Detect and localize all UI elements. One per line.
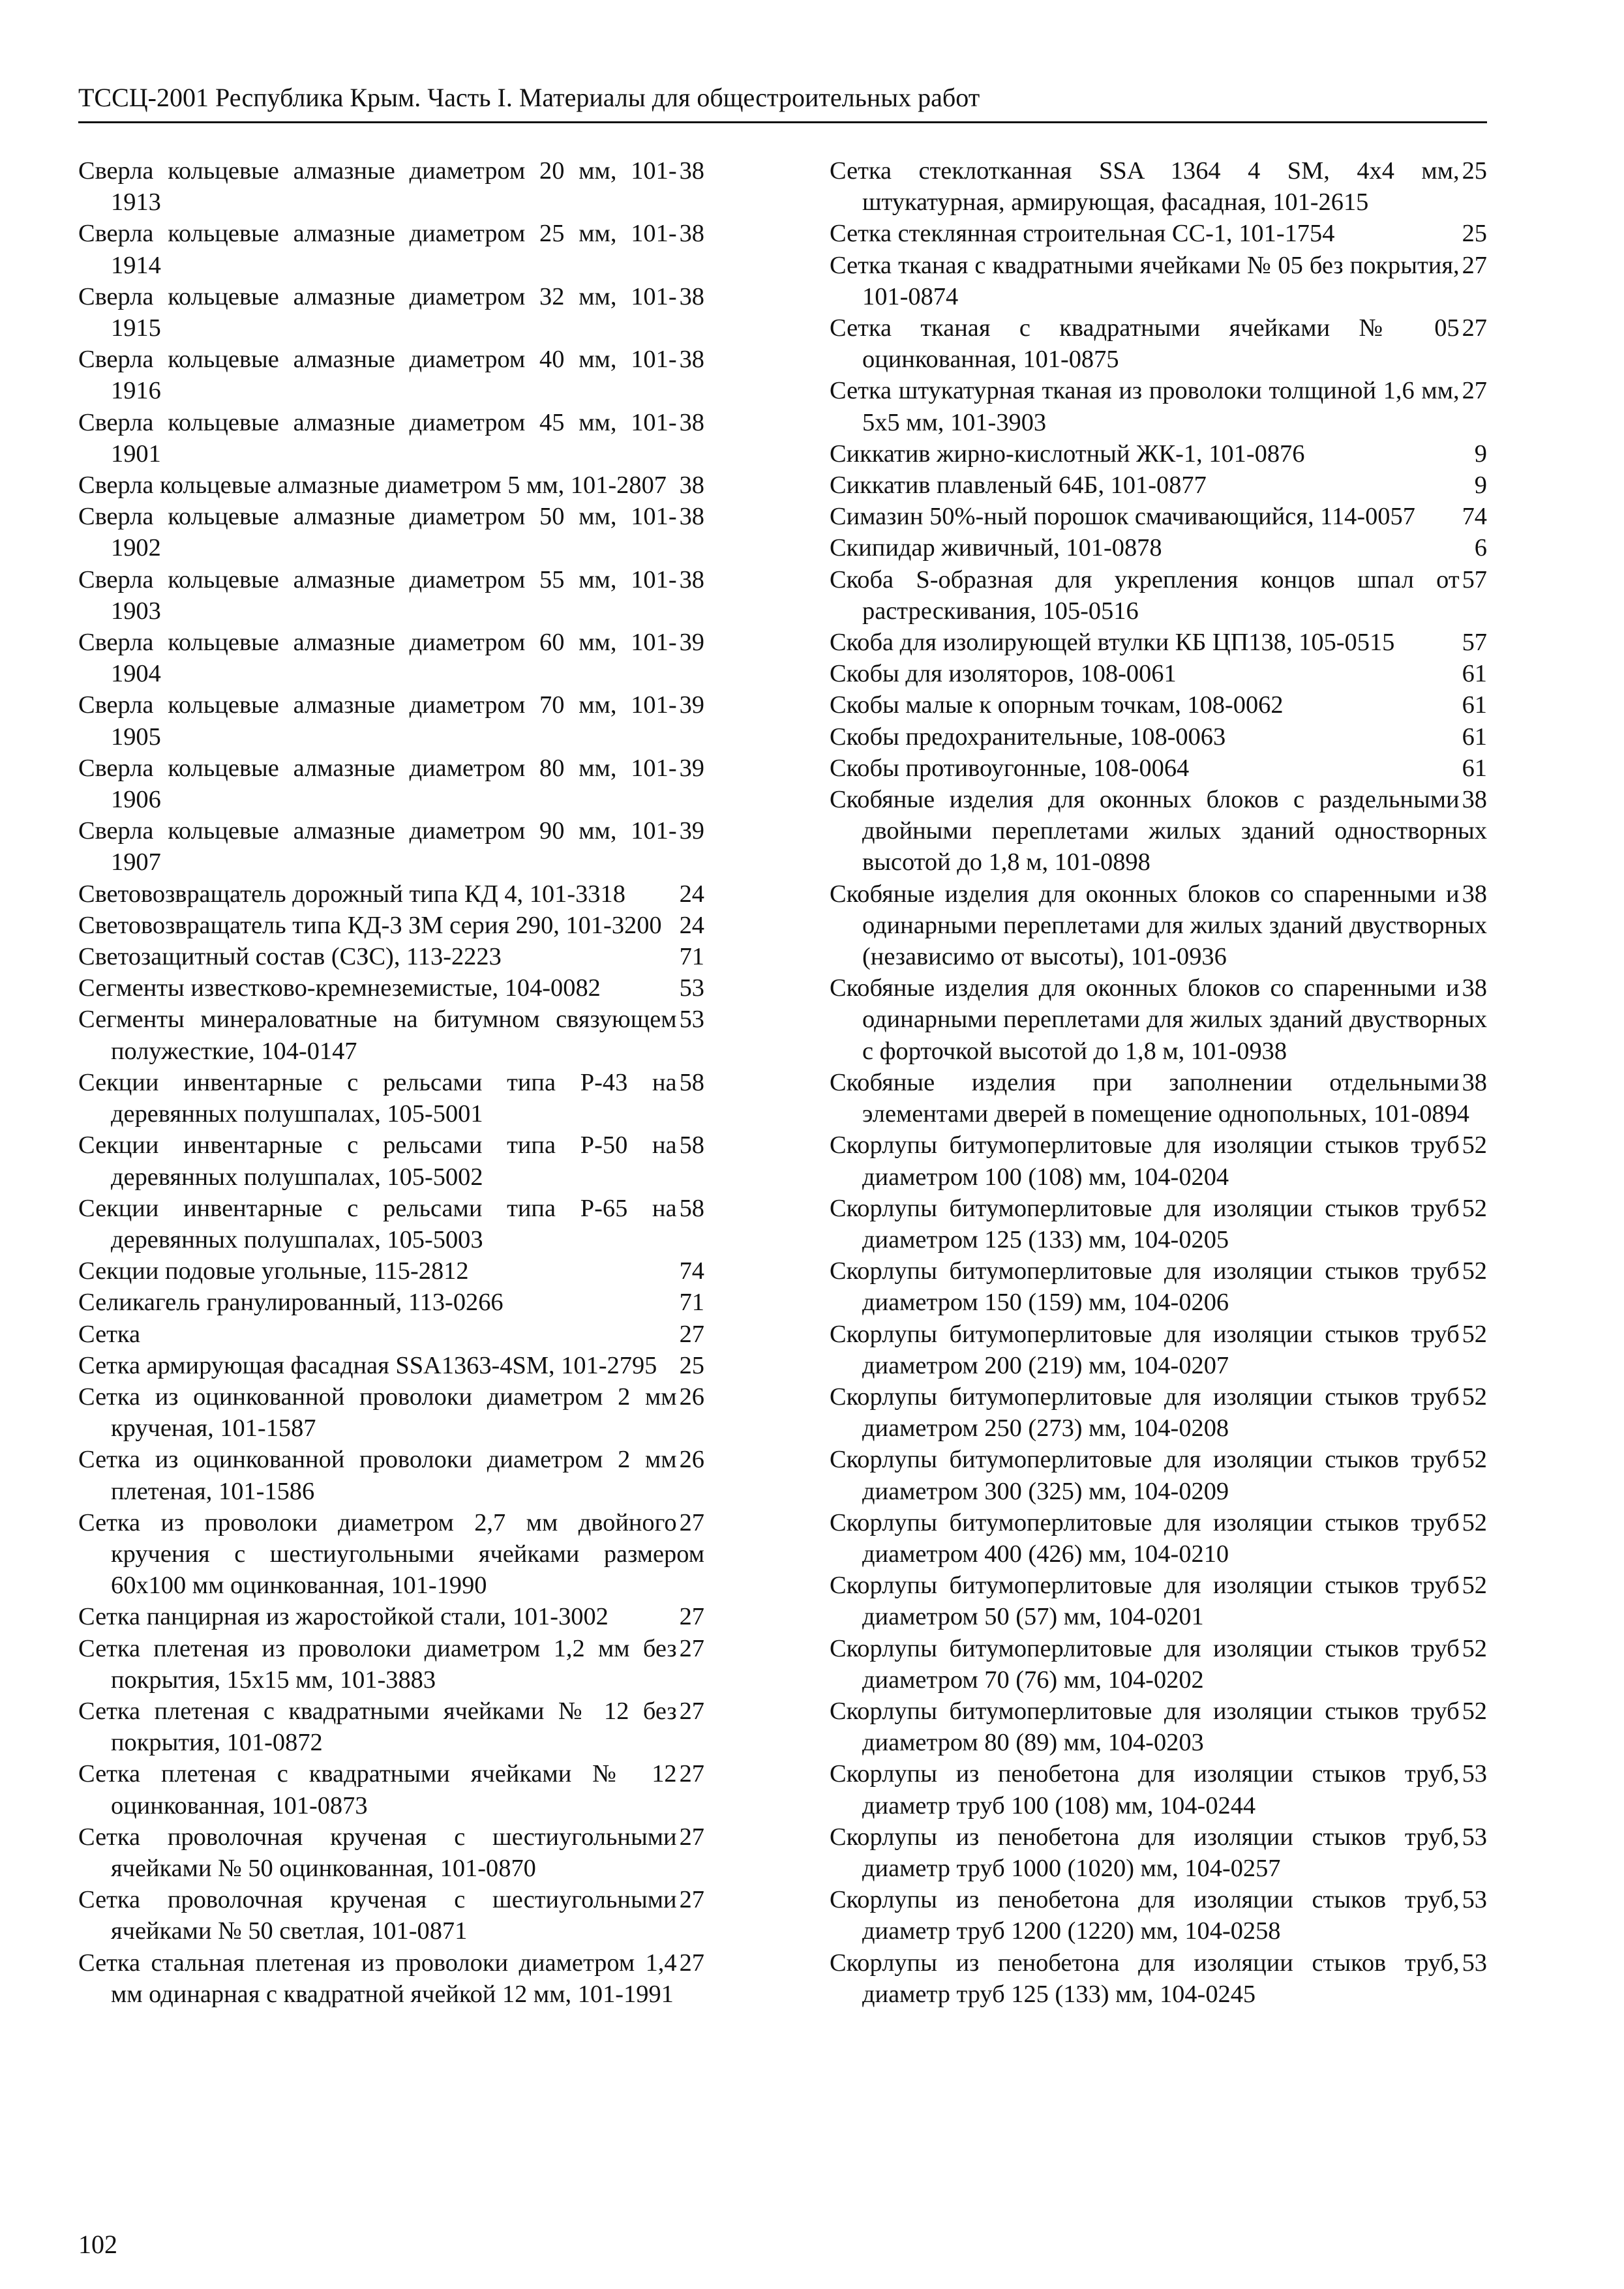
index-entry — [830, 689, 1487, 721]
index-entry — [830, 627, 1487, 658]
index-entry-text: Световозвращатель типа КД-3 ЗМ серия 290, 101-3200 — [78, 912, 665, 939]
index-entry — [830, 1319, 1487, 1381]
index-entry-page: 74 — [1460, 501, 1487, 532]
index-entry-text: Сетка из проволоки диаметром 2,7 мм двойного кручения с шестиугольными ячейками размером 60х100 мм оцинкованная, 101-1990 — [78, 1508, 704, 1600]
index-entry — [78, 1004, 704, 1066]
index-entry-page: 57 — [1460, 564, 1487, 595]
index-entry-page: 39 — [677, 815, 704, 846]
index-entry-text: Скорлупы из пенобетона для изоляции стыков труб, диаметр труб 125 (133) мм, 104-0245 — [830, 1949, 1460, 2008]
index-entry-page: 38 — [1460, 972, 1487, 1004]
index-entry-text: Скорлупы битумоперлитовые для изоляции стыков труб диаметром 100 (108) мм, 104-0204 — [830, 1131, 1460, 1191]
index-entry-page: 27 — [677, 1507, 704, 1538]
index-entry-page: 57 — [1460, 627, 1487, 658]
index-entry-page: 38 — [677, 564, 704, 595]
index-entry-page: 27 — [1460, 312, 1487, 344]
index-entry-page: 53 — [677, 972, 704, 1004]
index-entry-page: 58 — [677, 1067, 704, 1098]
index-entry — [830, 972, 1487, 1067]
index-entry-text: Скорлупы битумоперлитовые для изоляции стыков труб диаметром 80 (89) мм, 104-0203 — [830, 1697, 1460, 1757]
index-entry-text: Сетка стальная плетеная из проволоки диаметром 1,4 мм одинарная с квадратной ячейкой 12 мм, 101-1991 — [78, 1949, 677, 2008]
index-entry-page: 38 — [677, 281, 704, 312]
index-entry — [830, 658, 1487, 689]
index-entry-text: Скорлупы битумоперлитовые для изоляции стыков труб диаметром 125 (133) мм, 104-0205 — [830, 1194, 1460, 1253]
index-entry — [830, 250, 1487, 312]
index-entry-page: 39 — [677, 753, 704, 784]
index-entry-text: Сетка проволочная крученая с шестиугольными ячейками № 50 светлая, 101-0871 — [78, 1886, 677, 1945]
index-entry — [78, 1193, 704, 1255]
index-entry — [78, 1601, 704, 1632]
index-entry-text: Сетка тканая с квадратными ячейками № 05 оцинкованная, 101-0875 — [830, 314, 1460, 374]
index-column-left — [78, 155, 704, 2010]
index-entry-text: Скорлупы битумоперлитовые для изоляции стыков труб диаметром 50 (57) мм, 104-0201 — [830, 1572, 1460, 1631]
index-entry — [78, 344, 704, 406]
index-entry-text: Сверла кольцевые алмазные диаметром 25 мм, 101-1914 — [78, 220, 677, 279]
index-entry-text: Секции подовые угольные, 115-2812 — [78, 1257, 472, 1285]
index-entry-text: Селикагель гранулированный, 113-0266 — [78, 1289, 506, 1316]
index-entry-page: 24 — [677, 878, 704, 910]
index-entry — [78, 1130, 704, 1192]
index-entry-text: Скорлупы из пенобетона для изоляции стыков труб, диаметр труб 1000 (1020) мм, 104-0257 — [830, 1823, 1460, 1882]
index-entry-page: 25 — [1460, 155, 1487, 187]
index-entry-page: 38 — [677, 407, 704, 438]
index-entry-page: 71 — [677, 941, 704, 972]
index-entry-page: 39 — [677, 627, 704, 658]
index-entry-text: Секции инвентарные с рельсами типа Р-50 на деревянных полушпалах, 105-5002 — [78, 1131, 677, 1191]
index-entry-text: Сверла кольцевые алмазные диаметром 70 мм, 101-1905 — [78, 691, 677, 751]
index-entry-page: 61 — [1460, 753, 1487, 784]
index-entry-page: 26 — [677, 1444, 704, 1475]
index-entry-page: 74 — [677, 1255, 704, 1287]
index-entry-text: Симазин 50%-ный порошок смачивающийся, 114-0057 — [830, 503, 1418, 530]
index-entry — [830, 375, 1487, 438]
index-entry — [830, 564, 1487, 627]
index-entry-page: 38 — [677, 155, 704, 187]
index-entry-page: 38 — [1460, 1067, 1487, 1098]
index-entry-text: Скорлупы битумоперлитовые для изоляции стыков труб диаметром 400 (426) мм, 104-0210 — [830, 1508, 1460, 1568]
index-entry-page: 26 — [677, 1381, 704, 1413]
index-entry-page: 71 — [677, 1287, 704, 1318]
index-entry-text: Сетка армирующая фасадная SSA1363-4SM, 101-2795 — [78, 1352, 659, 1379]
index-entry — [78, 1319, 704, 1350]
index-entry-text: Сверла кольцевые алмазные диаметром 90 мм, 101-1907 — [78, 817, 677, 876]
index-entry — [830, 1067, 1487, 1130]
index-entry-page: 52 — [1460, 1570, 1487, 1601]
index-entry — [78, 753, 704, 815]
index-entry-page: 53 — [1460, 1821, 1487, 1853]
index-entry-page: 52 — [1460, 1319, 1487, 1350]
index-entry — [78, 1758, 704, 1821]
index-entry-text: Скобы для изоляторов, 108-0061 — [830, 660, 1179, 687]
index-entry-text: Скобяные изделия для оконных блоков со спаренными и одинарными переплетами для жилых зданий двустворных (независимо от высоты), 101-0936 — [830, 880, 1487, 971]
index-entry-text: Сетка штукатурная тканая из проволоки толщиной 1,6 мм, 5х5 мм, 101-3903 — [830, 377, 1460, 436]
index-entry-text: Сетка — [78, 1321, 143, 1348]
index-entry-text: Сверла кольцевые алмазные диаметром 80 мм, 101-1906 — [78, 754, 677, 814]
index-entry-page: 9 — [1472, 470, 1487, 501]
index-entry — [830, 1821, 1487, 1884]
index-entry-page: 53 — [1460, 1758, 1487, 1789]
index-entry-text: Сетка стеклянная строительная СС-1, 101-1754 — [830, 220, 1337, 247]
index-entry-page: 38 — [1460, 878, 1487, 910]
index-entry-text: Сиккатив жирно-кислотный ЖК-1, 101-0876 — [830, 440, 1307, 468]
index-entry-text: Сетка панцирная из жаростойкой стали, 101-3002 — [78, 1603, 611, 1630]
index-entry — [78, 1444, 704, 1506]
index-entry-page: 24 — [677, 910, 704, 941]
index-entry-page: 27 — [677, 1319, 704, 1350]
index-entry-text: Скорлупы битумоперлитовые для изоляции стыков труб диаметром 70 (76) мм, 104-0202 — [830, 1634, 1460, 1694]
index-entry — [78, 564, 704, 627]
index-entry-page: 53 — [1460, 1947, 1487, 1979]
index-entry-text: Скипидар живичный, 101-0878 — [830, 534, 1165, 561]
index-entry — [78, 281, 704, 344]
index-entry — [78, 1507, 704, 1602]
index-entry — [78, 1067, 704, 1130]
index-entry-text: Секции инвентарные с рельсами типа Р-43 на деревянных полушпалах, 105-5001 — [78, 1068, 677, 1128]
index-entry — [78, 1255, 704, 1287]
index-entry-text: Скорлупы битумоперлитовые для изоляции стыков труб диаметром 250 (273) мм, 104-0208 — [830, 1383, 1460, 1443]
index-entry — [830, 1758, 1487, 1821]
index-entry-page: 61 — [1460, 658, 1487, 689]
index-entry-text: Сетка стеклотканная SSA 1364 4 SM, 4х4 мм, штукатурная, армирующая, фасадная, 101-2615 — [830, 157, 1460, 217]
index-entry-page: 52 — [1460, 1381, 1487, 1413]
index-entry — [830, 470, 1487, 501]
index-entry — [830, 1696, 1487, 1758]
index-entry-page: 61 — [1460, 721, 1487, 753]
index-entry — [78, 1287, 704, 1318]
index-entry-text: Сверла кольцевые алмазные диаметром 32 мм, 101-1915 — [78, 282, 677, 342]
index-entry-text: Светозащитный состав (СЗС), 113-2223 — [78, 943, 504, 970]
index-entry — [78, 1696, 704, 1758]
index-entry-page: 38 — [1460, 784, 1487, 815]
index-entry-text: Скорлупы битумоперлитовые для изоляции стыков труб диаметром 300 (325) мм, 104-0209 — [830, 1446, 1460, 1505]
index-entry-page: 27 — [677, 1633, 704, 1664]
index-entry-text: Сверла кольцевые алмазные диаметром 40 мм, 101-1916 — [78, 346, 677, 405]
page-number: 102 — [78, 2230, 117, 2259]
index-entry-text: Скорлупы битумоперлитовые для изоляции стыков труб диаметром 200 (219) мм, 104-0207 — [830, 1320, 1460, 1379]
index-entry-page: 39 — [677, 689, 704, 721]
index-entry-text: Скорлупы из пенобетона для изоляции стыков труб, диаметр труб 100 (108) мм, 104-0244 — [830, 1760, 1460, 1819]
index-entry — [78, 470, 704, 501]
index-entry — [830, 501, 1487, 532]
index-entry-text: Сетка плетеная с квадратными ячейками № 12 без покрытия, 101-0872 — [78, 1697, 677, 1757]
index-entry — [78, 815, 704, 878]
index-entry-page: 52 — [1460, 1507, 1487, 1538]
index-entry — [830, 784, 1487, 878]
index-entry-text: Скобы малые к опорным точкам, 108-0062 — [830, 691, 1286, 719]
index-entry-text: Сверла кольцевые алмазные диаметром 5 мм, 101-2807 — [78, 471, 669, 499]
index-entry-page: 27 — [677, 1601, 704, 1632]
index-entry-text: Сетка проволочная крученая с шестиугольными ячейками № 50 оцинкованная, 101-0870 — [78, 1823, 677, 1882]
index-entry-text: Сетка плетеная с квадратными ячейками № 12 оцинкованная, 101-0873 — [78, 1760, 677, 1819]
index-entry-page: 58 — [677, 1130, 704, 1161]
index-entry — [78, 689, 704, 752]
index-entry-page: 25 — [1460, 218, 1487, 249]
index-entry — [830, 1255, 1487, 1318]
index-entry-text: Сверла кольцевые алмазные диаметром 20 мм, 101-1913 — [78, 157, 677, 217]
index-entry-page: 53 — [1460, 1884, 1487, 1915]
index-entry — [830, 753, 1487, 784]
index-entry-text: Сверла кольцевые алмазные диаметром 45 мм, 101-1901 — [78, 408, 677, 468]
index-entry-text: Секции инвентарные с рельсами типа Р-65 на деревянных полушпалах, 105-5003 — [78, 1194, 677, 1253]
index-entry-text: Скобы предохранительные, 108-0063 — [830, 723, 1228, 751]
index-entry — [830, 1884, 1487, 1947]
index-entry-text: Сетка плетеная из проволоки диаметром 1,2 мм без покрытия, 15х15 мм, 101-3883 — [78, 1634, 677, 1694]
index-entry — [78, 1884, 704, 1947]
index-entry-text: Скобяные изделия для оконных блоков с раздельными двойными переплетами жилых зданий одностворных высотой до 1,8 м, 101-0898 — [830, 786, 1487, 876]
index-entry-page: 27 — [677, 1884, 704, 1915]
index-entry — [78, 155, 704, 218]
index-entry — [830, 1507, 1487, 1570]
index-entry-page: 53 — [677, 1004, 704, 1035]
index-entry — [830, 1444, 1487, 1506]
index-entry-page: 27 — [1460, 375, 1487, 406]
index-entry-text: Сверла кольцевые алмазные диаметром 55 мм, 101-1903 — [78, 565, 677, 625]
index-entry-page: 27 — [677, 1696, 704, 1727]
index-entry — [830, 1947, 1487, 2010]
index-entry — [78, 501, 704, 563]
index-entry — [78, 1947, 704, 2010]
index-entry-text: Сегменты минераловатные на битумном связующем полужесткие, 104-0147 — [78, 1006, 677, 1065]
index-entry-page: 27 — [677, 1821, 704, 1853]
index-entry-text: Скорлупы из пенобетона для изоляции стыков труб, диаметр труб 1200 (1220) мм, 104-0258 — [830, 1886, 1460, 1945]
index-entry-text: Сетка тканая с квадратными ячейками № 05 без покрытия, 101-0874 — [830, 251, 1460, 310]
index-entry-page: 61 — [1460, 689, 1487, 721]
index-entry — [830, 155, 1487, 218]
index-entry — [78, 1350, 704, 1381]
index-entry — [78, 878, 704, 910]
index-entry-page: 27 — [677, 1947, 704, 1979]
index-entry-text: Сегменты известково-кремнеземистые, 104-0082 — [78, 974, 603, 1002]
index-entry — [830, 878, 1487, 973]
index-entry-page: 9 — [1472, 438, 1487, 470]
index-entry-text: Сверла кольцевые алмазные диаметром 60 мм, 101-1904 — [78, 629, 677, 688]
index-entry-page: 52 — [1460, 1255, 1487, 1287]
running-header: ТССЦ-2001 Республика Крым. Часть I. Материалы для общестроительных работ — [78, 80, 1487, 123]
index-entry-text: Скоба для изолирующей втулки КБ ЦП138, 105-0515 — [830, 629, 1397, 656]
index-entry-text: Сетка из оцинкованной проволоки диаметром 2 мм плетеная, 101-1586 — [78, 1446, 677, 1505]
index-entry-page: 58 — [677, 1193, 704, 1224]
index-entry — [830, 721, 1487, 753]
index-entry-text: Сверла кольцевые алмазные диаметром 50 мм, 101-1902 — [78, 503, 677, 562]
index-entry-page: 38 — [677, 218, 704, 249]
index-entry — [78, 1381, 704, 1444]
index-column-right — [830, 155, 1487, 2010]
index-entry — [830, 438, 1487, 470]
index-entry — [78, 218, 704, 280]
index-entry — [78, 407, 704, 470]
index-entry-text: Скорлупы битумоперлитовые для изоляции стыков труб диаметром 150 (159) мм, 104-0206 — [830, 1257, 1460, 1317]
index-entry — [78, 1821, 704, 1884]
index-entry-text: Сетка из оцинкованной проволоки диаметром 2 мм крученая, 101-1587 — [78, 1383, 677, 1443]
index-entry — [830, 1193, 1487, 1255]
index-entry — [830, 1570, 1487, 1632]
index-entry-page: 38 — [677, 470, 704, 501]
index-entry — [830, 218, 1487, 249]
index-entry — [830, 532, 1487, 563]
index-entry-page: 52 — [1460, 1444, 1487, 1475]
index-entry — [830, 1130, 1487, 1192]
index-entry-page: 27 — [677, 1758, 704, 1789]
index-entry — [78, 627, 704, 689]
index-entry — [830, 1633, 1487, 1696]
index-entry-text: Скобы противоугонные, 108-0064 — [830, 755, 1192, 782]
index-entry — [78, 972, 704, 1004]
index-entry — [830, 312, 1487, 375]
index-entry-page: 27 — [1460, 250, 1487, 281]
index-entry — [78, 941, 704, 972]
index-entry-text: Скобяные изделия при заполнении отдельными элементами дверей в помещение однопольных, 101-0894 — [830, 1069, 1472, 1128]
index-entry-page: 6 — [1472, 532, 1487, 563]
index-entry-page: 38 — [677, 344, 704, 375]
index-entry-page: 52 — [1460, 1633, 1487, 1664]
index-entry-page: 52 — [1460, 1193, 1487, 1224]
index-entry — [78, 910, 704, 941]
index-entry-text: Световозвращатель дорожный типа КД 4, 101-3318 — [78, 880, 628, 908]
index-entry-text: Скобяные изделия для оконных блоков со спаренными и одинарными переплетами для жилых зданий двустворных с форточкой высотой до 1,8 м, 101-0938 — [830, 974, 1487, 1065]
index-entry — [78, 1633, 704, 1696]
index-entry-page: 52 — [1460, 1130, 1487, 1161]
index-entry-page: 52 — [1460, 1696, 1487, 1727]
index-entry-page: 38 — [677, 501, 704, 532]
index-entry-text: Сиккатив плавленый 64Б, 101-0877 — [830, 471, 1209, 499]
index-entry-page: 25 — [677, 1350, 704, 1381]
index-entry — [830, 1381, 1487, 1444]
index-entry-text: Скоба S-образная для укрепления концов шпал от растрескивания, 105-0516 — [830, 565, 1460, 625]
